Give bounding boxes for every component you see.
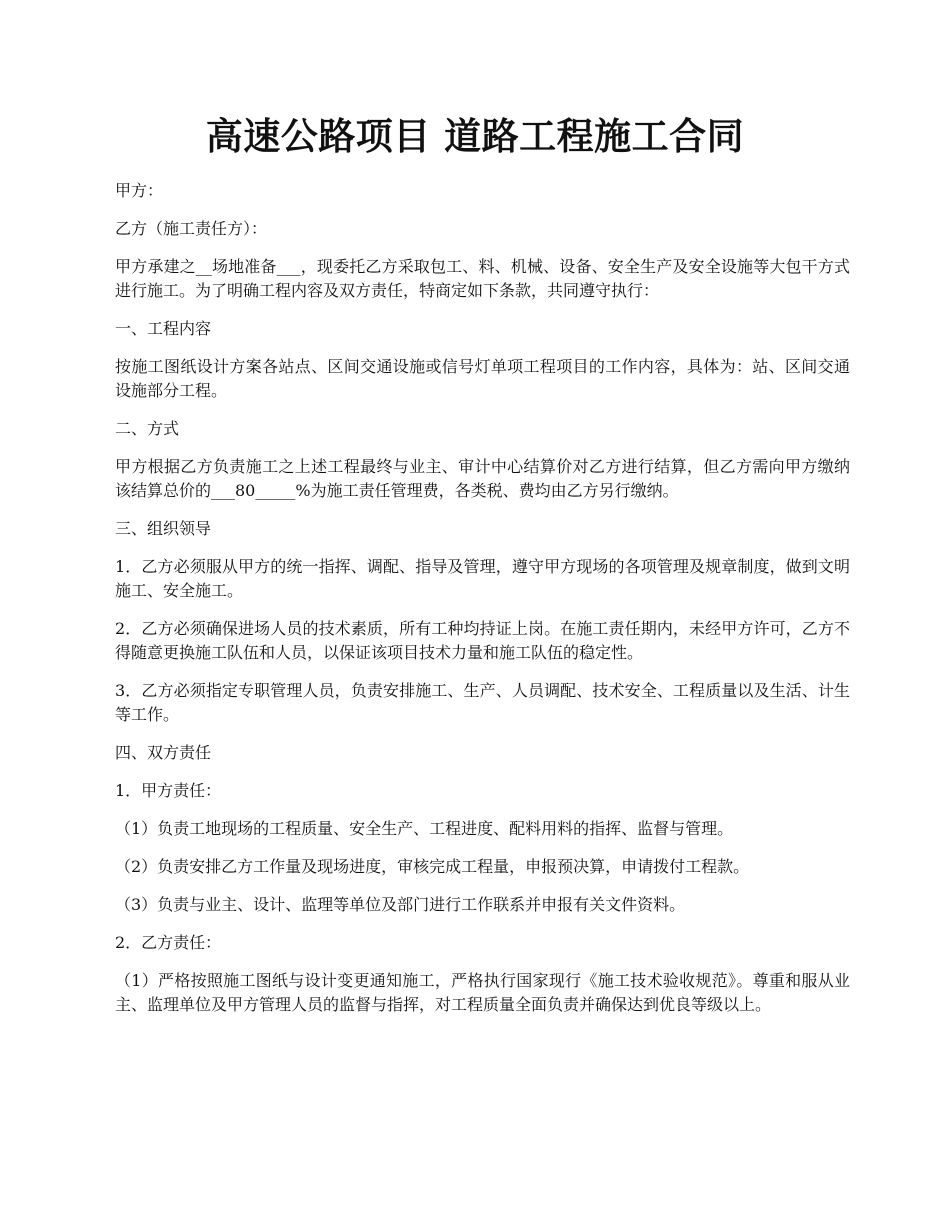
section-heading-organization: 三、组织领导: [115, 519, 212, 538]
party-b-responsibility-heading: 2．乙方责任：: [115, 933, 222, 952]
party-a-responsibility-3: （3）负责与业主、设计、监理等单位及部门进行工作联系并申报有关文件资料。: [115, 895, 686, 914]
section-heading-method: 二、方式: [115, 419, 180, 438]
intro-paragraph: 甲方承建之__场地准备___，现委托乙方采取包工、料、机械、设备、安全生产及安全设施等大包干方式进行施工。为了明确工程内容及双方责任，特商定如下条款，共同遵守执行：: [115, 257, 850, 300]
organization-item-2: 2．乙方必须确保进场人员的技术素质，所有工种均持证上岗。在施工责任期内，未经甲方许可，乙方不得随意更换施工队伍和人员，以保证该项目技术力量和施工队伍的稳定性。: [115, 619, 850, 662]
party-a-responsibility-heading: 1．甲方责任：: [115, 781, 222, 800]
party-b-responsibility-1: （1）严格按照施工图纸与设计变更通知施工，严格执行国家现行《施工技术验收规范》。尊重和服从业主、监理单位及甲方管理人员的监督与指挥，对工程质量全面负责并确保达到优良等级以上。: [115, 971, 850, 1014]
document-body: [115, 179, 850, 1031]
method-paragraph: 甲方根据乙方负责施工之上述工程最终与业主、审计中心结算价对乙方进行结算，但乙方需向甲方缴纳该结算总价的___80_____%为施工责任管理费，各类税、费均由乙方另行缴纳。: [115, 457, 850, 500]
section-heading-scope: 一、工程内容: [115, 319, 212, 338]
party-a-responsibility-2: （2）负责安排乙方工作量及现场进度，审核完成工程量，申报预决算，申请拨付工程款。: [115, 857, 750, 876]
scope-paragraph: 按施工图纸设计方案各站点、区间交通设施或信号灯单项工程项目的工作内容，具体为：站、区间交通设施部分工程。: [115, 357, 850, 400]
document-title: 高速公路项目 道路工程施工合同: [205, 114, 745, 158]
party-b-line: 乙方（施工责任方）：: [115, 219, 268, 238]
section-heading-responsibilities: 四、双方责任: [115, 743, 212, 762]
party-a-line: 甲方：: [115, 181, 164, 200]
party-a-responsibility-1: （1）负责工地现场的工程质量、安全生产、工程进度、配料用料的指挥、监督与管理。: [115, 819, 734, 838]
organization-item-3: 3．乙方必须指定专职管理人员，负责安排施工、生产、人员调配、技术安全、工程质量以及生活、计生等工作。: [115, 681, 850, 724]
organization-item-1: 1．乙方必须服从甲方的统一指挥、调配、指导及管理，遵守甲方现场的各项管理及规章制度，做到文明施工、安全施工。: [115, 557, 850, 600]
